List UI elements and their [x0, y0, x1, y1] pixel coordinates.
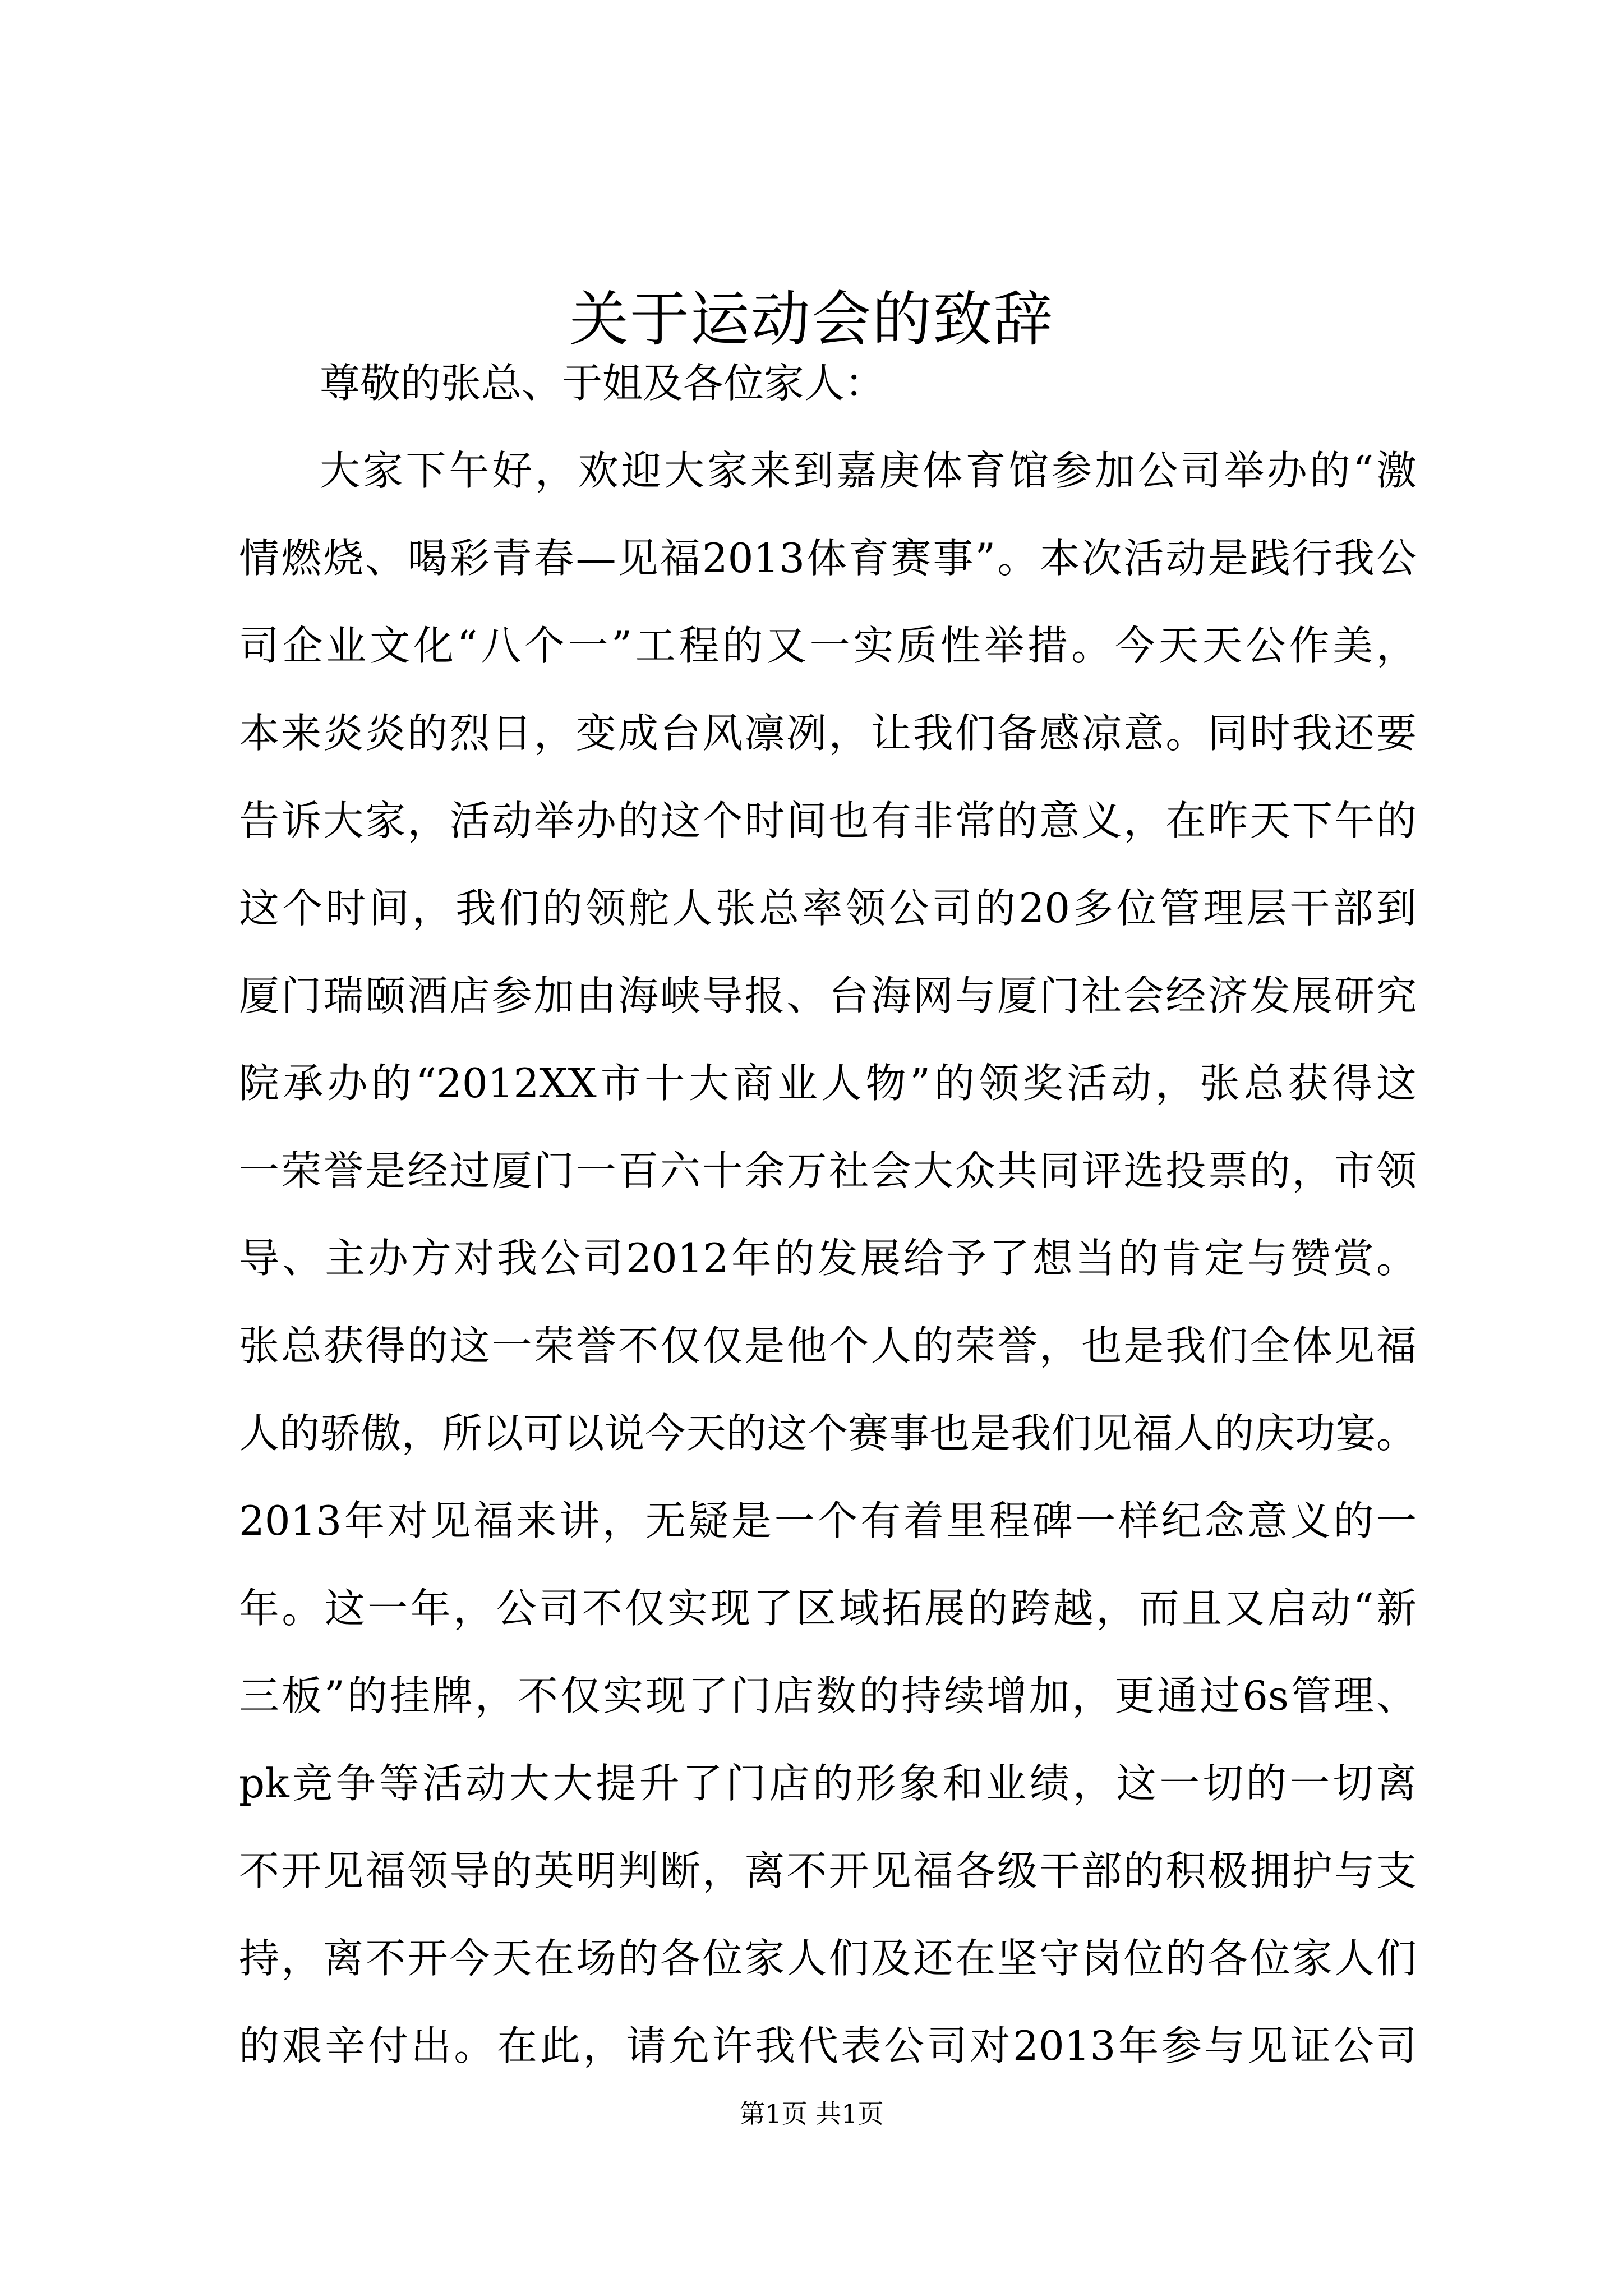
paragraph-line: 司企业文化“八个一”工程的又一实质性举措。今天天公作美，: [239, 622, 1417, 669]
paragraph-line: 院承办的“2012XX市十大商业人物”的领奖活动，张总获得这: [239, 1060, 1417, 1107]
paragraph-line: 这个时间，我们的领舵人张总率领公司的20多位管理层干部到: [239, 885, 1417, 932]
paragraph-line: pk竞争等活动大大提升了门店的形象和业绩，这一切的一切离: [239, 1760, 1417, 1807]
document-body: [239, 339, 1417, 2090]
paragraph-line: 厦门瑞颐酒店参加由海峡导报、台海网与厦门社会经济发展研究: [239, 972, 1417, 1019]
paragraph-line: 告诉大家，活动举办的这个时间也有非常的意义，在昨天下午的: [239, 797, 1417, 844]
paragraph-line: 不开见福领导的英明判断，离不开见福各级干部的积极拥护与支: [239, 1847, 1417, 1894]
paragraph-line: 年。这一年，公司不仅实现了区域拓展的跨越，而且又启动“新: [239, 1585, 1417, 1632]
document-title: 关于运动会的致辞: [569, 285, 1054, 354]
paragraph-line: 2013年对见福来讲，无疑是一个有着里程碑一样纪念意义的一: [239, 1497, 1417, 1544]
paragraph-line: 本来炎炎的烈日，变成台风凛冽，让我们备感凉意。同时我还要: [239, 710, 1417, 757]
page-footer: 第1页 共1页: [739, 2099, 884, 2129]
paragraph-line: 人的骄傲，所以可以说今天的这个赛事也是我们见福人的庆功宴。: [239, 1410, 1417, 1457]
salutation-line: 尊敬的张总、于姐及各位家人：: [320, 360, 886, 407]
paragraph-line: 一荣誉是经过厦门一百六十余万社会大众共同评选投票的，市领: [239, 1147, 1417, 1194]
paragraph-line: 导、主办方对我公司2012年的发展给予了想当的肯定与赞赏。: [239, 1235, 1417, 1282]
paragraph-line: 大家下午好，欢迎大家来到嘉庚体育馆参加公司举办的“激: [320, 447, 1417, 494]
paragraph-line: 的艰辛付出。在此，请允许我代表公司对2013年参与见证公司: [239, 2022, 1417, 2069]
paragraph-line: 张总获得的这一荣誉不仅仅是他个人的荣誉，也是我们全体见福: [239, 1322, 1417, 1369]
paragraph-line: 情燃烧、喝彩青春—见福2013体育赛事”。本次活动是践行我公: [239, 535, 1417, 582]
paragraph-line: 三板”的挂牌，不仅实现了门店数的持续增加，更通过6s管理、: [239, 1672, 1417, 1719]
paragraph-line: 持，离不开今天在场的各位家人们及还在坚守岗位的各位家人们: [239, 1935, 1417, 1982]
